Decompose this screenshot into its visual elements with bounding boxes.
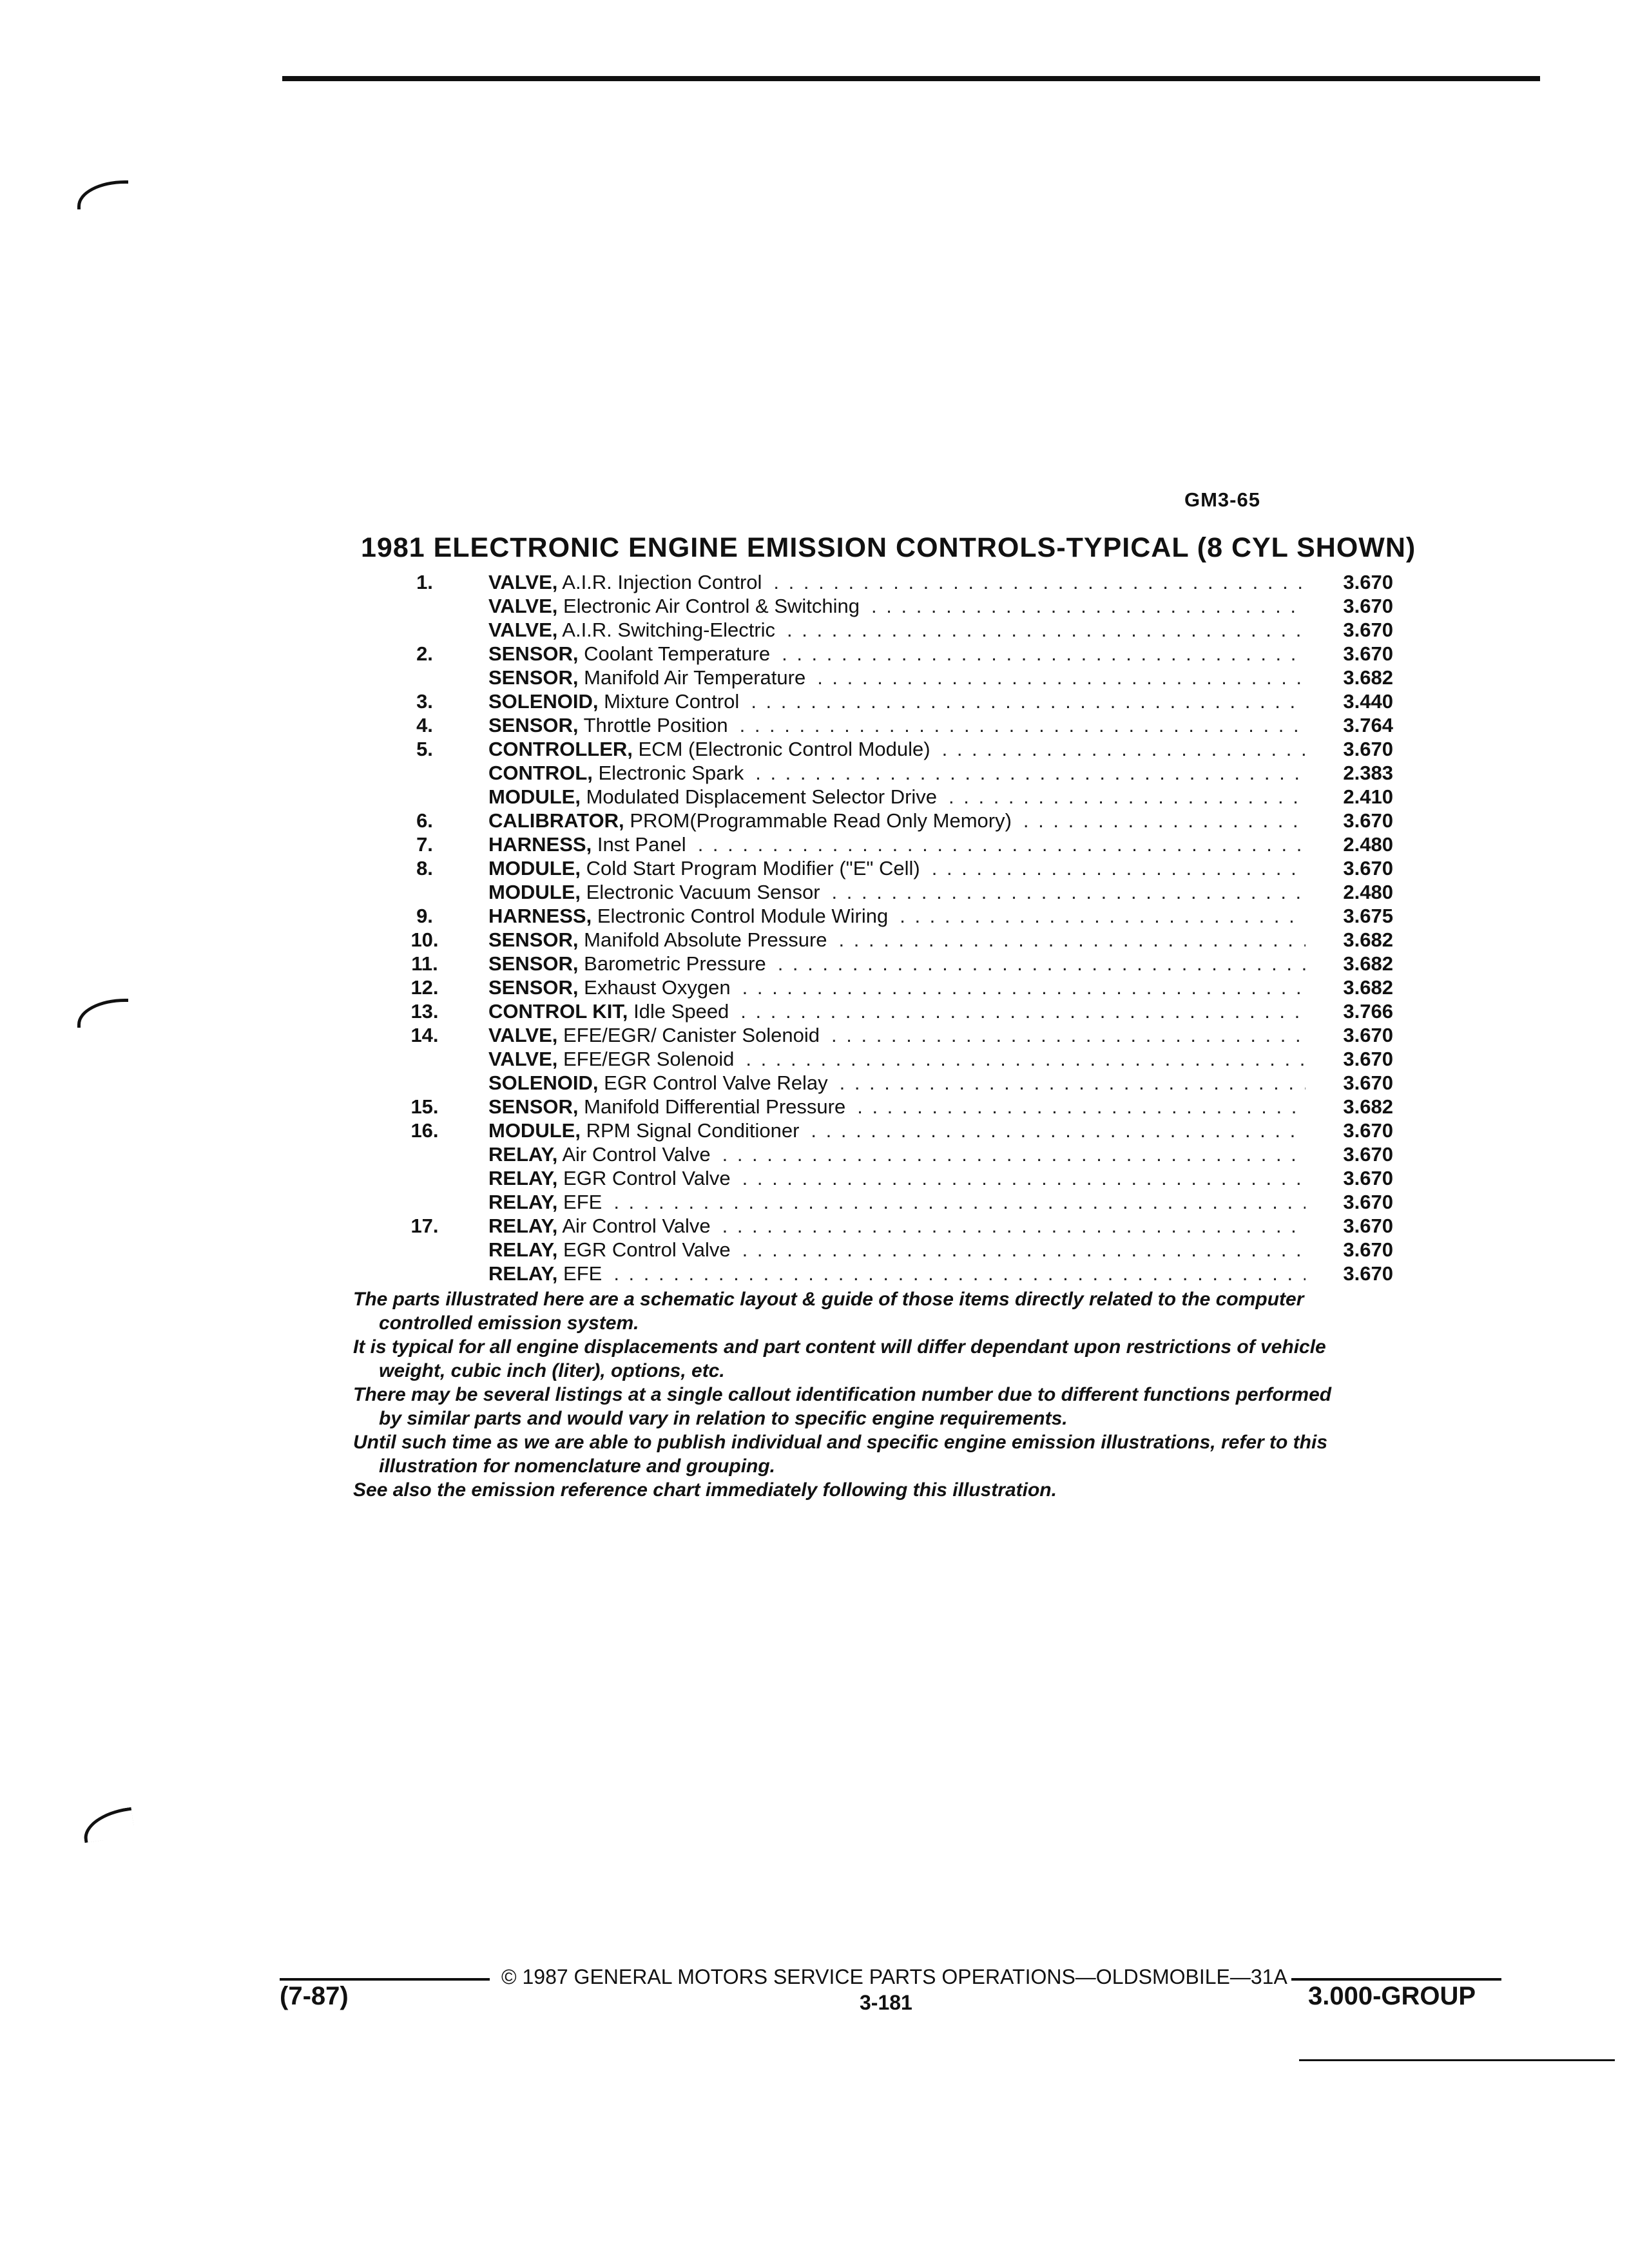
callout-number: 6.	[416, 809, 433, 832]
part-row	[361, 1024, 1393, 1048]
callout-number: 12.	[410, 976, 439, 999]
part-description	[488, 881, 820, 904]
footer-rule-right	[1291, 1978, 1501, 1981]
part-description	[488, 809, 1012, 832]
part-description	[488, 905, 888, 928]
page-code: GM3-65	[1184, 488, 1260, 511]
part-detail: Cold Start Program Modifier ("E" Cell)	[586, 857, 920, 879]
part-name: RELAY,	[488, 1262, 558, 1285]
part-name: CONTROL,	[488, 762, 593, 784]
part-description	[488, 1000, 729, 1023]
part-detail: Electronic Control Module Wiring	[597, 905, 889, 927]
part-description	[488, 976, 731, 999]
part-row	[361, 1215, 1393, 1238]
note-line: illustration for nomenclature and grouping.	[379, 1456, 776, 1477]
part-name: SENSOR,	[488, 642, 579, 665]
part-detail: Air Control Valve	[562, 1143, 711, 1166]
group-number: 3.670	[1343, 1119, 1393, 1142]
part-detail: EFE/EGR/ Canister Solenoid	[563, 1024, 820, 1046]
part-description	[488, 762, 744, 785]
group-number: 3.000-GROUP	[1308, 1982, 1476, 2010]
part-name: SOLENOID,	[488, 690, 599, 713]
part-name: MODULE,	[488, 1119, 581, 1142]
dot-leader	[742, 976, 1306, 999]
dot-leader	[722, 1215, 1306, 1238]
part-row	[361, 833, 1393, 857]
part-detail: EFE	[563, 1262, 602, 1285]
part-description	[488, 738, 930, 761]
part-name: RELAY,	[488, 1191, 558, 1213]
part-row	[361, 952, 1393, 976]
part-description	[488, 1262, 602, 1285]
part-row	[361, 595, 1393, 619]
dot-leader	[751, 690, 1306, 713]
note-line: controlled emission system.	[379, 1312, 639, 1334]
callout-number: 5.	[416, 738, 433, 760]
part-detail: Manifold Absolute Pressure	[584, 928, 827, 951]
top-rule	[282, 76, 1540, 81]
part-name: RELAY,	[488, 1215, 558, 1237]
group-number: 3.675	[1343, 905, 1393, 927]
dot-leader	[782, 642, 1306, 666]
dot-leader	[900, 905, 1306, 928]
part-name: SOLENOID,	[488, 1072, 599, 1094]
part-row	[361, 690, 1393, 714]
part-description	[488, 1143, 711, 1166]
part-name: SENSOR,	[488, 666, 579, 689]
part-description	[488, 571, 762, 594]
group-number: 3.670	[1343, 1143, 1393, 1166]
part-detail: EGR Control Valve	[563, 1238, 731, 1261]
binder-mark-bottom	[81, 1807, 135, 1843]
part-detail: Electronic Vacuum Sensor	[586, 881, 820, 903]
part-name: CONTROLLER,	[488, 738, 633, 760]
dot-leader	[778, 952, 1306, 975]
note-paragraph	[353, 1430, 1500, 1478]
note-paragraph	[353, 1287, 1500, 1335]
part-row	[361, 857, 1393, 881]
callout-number: 9.	[416, 905, 433, 927]
group-number: 3.670	[1343, 619, 1393, 641]
callout-number: 2.	[416, 642, 433, 665]
group-number: 3.670	[1343, 1262, 1393, 1285]
callout-number: 10.	[410, 928, 439, 951]
note-line: weight, cubic inch (liter), options, etc.	[379, 1360, 725, 1381]
parts-list	[361, 571, 1393, 1286]
group-number: 2.383	[1343, 762, 1393, 784]
part-description	[488, 1095, 845, 1119]
part-detail: ECM (Electronic Control Module)	[638, 738, 930, 760]
bottom-edge-rule	[1299, 2059, 1615, 2061]
part-detail: Exhaust Oxygen	[584, 976, 731, 999]
part-name: CALIBRATOR,	[488, 809, 624, 832]
callout-number: 4.	[416, 714, 433, 736]
part-row	[361, 571, 1393, 595]
group-number: 3.670	[1343, 809, 1393, 832]
group-number: 3.682	[1343, 1095, 1393, 1118]
part-name: MODULE,	[488, 785, 581, 808]
part-detail: EFE/EGR Solenoid	[563, 1048, 735, 1070]
group-number: 3.670	[1343, 571, 1393, 593]
part-detail: EGR Control Valve Relay	[604, 1072, 828, 1094]
part-row	[361, 762, 1393, 785]
dot-leader	[613, 1191, 1306, 1214]
binder-mark-middle	[77, 999, 128, 1028]
group-number: 3.670	[1343, 857, 1393, 879]
callout-number: 11.	[411, 952, 438, 975]
callout-number: 14.	[410, 1024, 439, 1046]
part-name: HARNESS,	[488, 833, 592, 856]
dot-leader	[787, 619, 1306, 642]
group-number: 3.670	[1343, 642, 1393, 665]
part-detail: Throttle Position	[583, 714, 728, 736]
callout-number: 16.	[410, 1119, 439, 1142]
part-description	[488, 1119, 799, 1142]
dot-leader	[932, 857, 1306, 880]
note-line: by similar parts and would vary in relation to specific engine requirements.	[379, 1408, 1068, 1429]
part-name: MODULE,	[488, 881, 581, 903]
part-description	[488, 1238, 731, 1262]
callout-number: 13.	[410, 1000, 439, 1023]
group-number: 3.682	[1343, 952, 1393, 975]
part-row	[361, 809, 1393, 833]
part-description	[488, 857, 920, 880]
dot-leader	[871, 595, 1306, 618]
part-name: SENSOR,	[488, 714, 579, 736]
dot-leader	[839, 928, 1306, 952]
part-description	[488, 1072, 828, 1095]
part-row	[361, 1238, 1393, 1262]
part-detail: Air Control Valve	[562, 1215, 711, 1237]
part-detail: Coolant Temperature	[584, 642, 771, 665]
part-name: SENSOR,	[488, 928, 579, 951]
dot-leader	[742, 1167, 1306, 1190]
group-number: 3.682	[1343, 928, 1393, 951]
part-row	[361, 785, 1393, 809]
revision-date: (7-87)	[280, 1982, 349, 2010]
part-detail: Electronic Air Control & Switching	[563, 595, 860, 617]
part-row	[361, 1048, 1393, 1072]
part-detail: A.I.R. Injection Control	[562, 571, 762, 593]
part-name: VALVE,	[488, 1024, 558, 1046]
part-row	[361, 1143, 1393, 1167]
part-detail: Barometric Pressure	[584, 952, 766, 975]
part-name: MODULE,	[488, 857, 581, 879]
page-number: 3-181	[860, 1991, 912, 2014]
page-title: 1981 ELECTRONIC ENGINE EMISSION CONTROLS-TYPICAL (8 CYL SHOWN)	[361, 532, 1416, 563]
part-detail: Mixture Control	[604, 690, 740, 713]
part-description	[488, 714, 728, 737]
group-number: 3.670	[1343, 1238, 1393, 1261]
part-detail: Manifold Differential Pressure	[584, 1095, 846, 1118]
part-name: RELAY,	[488, 1238, 558, 1261]
part-description	[488, 952, 766, 975]
part-name: CONTROL KIT,	[488, 1000, 628, 1023]
dot-leader	[698, 833, 1306, 856]
part-description	[488, 785, 937, 809]
group-number: 3.670	[1343, 595, 1393, 617]
group-number: 2.410	[1343, 785, 1393, 808]
part-row	[361, 642, 1393, 666]
part-description	[488, 642, 770, 666]
part-detail: EGR Control Valve	[563, 1167, 731, 1189]
part-detail: EFE	[563, 1191, 602, 1213]
part-row	[361, 1167, 1393, 1191]
part-name: SENSOR,	[488, 952, 579, 975]
part-row	[361, 1072, 1393, 1095]
note-paragraph	[353, 1478, 1500, 1502]
part-detail: Modulated Displacement Selector Drive	[586, 785, 938, 808]
dot-leader	[942, 738, 1306, 761]
group-number: 3.764	[1343, 714, 1393, 736]
dot-leader	[949, 785, 1306, 809]
part-row	[361, 619, 1393, 642]
part-name: HARNESS,	[488, 905, 592, 927]
group-number: 3.766	[1343, 1000, 1393, 1023]
part-detail: Manifold Air Temperature	[584, 666, 806, 689]
part-detail: Electronic Spark	[598, 762, 744, 784]
part-row	[361, 1191, 1393, 1215]
notes	[353, 1287, 1500, 1502]
part-name: SENSOR,	[488, 1095, 579, 1118]
group-number: 3.670	[1343, 738, 1393, 760]
part-row	[361, 905, 1393, 928]
note-line: There may be several listings at a single callout identification number due to different functions performed	[353, 1384, 1332, 1405]
group-number: 3.682	[1343, 976, 1393, 999]
part-description	[488, 833, 686, 856]
part-name: VALVE,	[488, 619, 558, 641]
note-line: The parts illustrated here are a schematic layout & guide of those items directly related to the computer	[353, 1289, 1304, 1310]
part-description	[488, 1215, 711, 1238]
note-line: See also the emission reference chart immediately following this illustration.	[353, 1479, 1057, 1501]
part-name: VALVE,	[488, 1048, 558, 1070]
part-row	[361, 928, 1393, 952]
callout-number: 7.	[416, 833, 433, 856]
part-detail: PROM(Programmable Read Only Memory)	[630, 809, 1012, 832]
note-line: It is typical for all engine displacements and part content will differ dependant upon restrictions of vehicle	[353, 1336, 1326, 1358]
part-description	[488, 1191, 602, 1214]
dot-leader	[817, 666, 1306, 689]
part-detail: RPM Signal Conditioner	[586, 1119, 800, 1142]
part-description	[488, 619, 775, 642]
part-detail: A.I.R. Switching-Electric	[562, 619, 776, 641]
dot-leader	[740, 1000, 1306, 1023]
part-description	[488, 1048, 734, 1071]
dot-leader	[773, 571, 1306, 594]
part-name: RELAY,	[488, 1143, 558, 1166]
dot-leader	[722, 1143, 1306, 1166]
part-row	[361, 881, 1393, 905]
part-row	[361, 1262, 1393, 1286]
group-number: 3.670	[1343, 1167, 1393, 1189]
part-row	[361, 714, 1393, 738]
part-description	[488, 595, 860, 618]
part-name: VALVE,	[488, 595, 558, 617]
group-number: 3.440	[1343, 690, 1393, 713]
dot-leader	[857, 1095, 1306, 1119]
part-name: RELAY,	[488, 1167, 558, 1189]
part-detail: Inst Panel	[597, 833, 686, 856]
callout-number: 8.	[416, 857, 433, 879]
part-row	[361, 976, 1393, 1000]
part-description	[488, 928, 827, 952]
part-row	[361, 1000, 1393, 1024]
part-name: SENSOR,	[488, 976, 579, 999]
callout-number: 3.	[416, 690, 433, 713]
dot-leader	[831, 1024, 1306, 1047]
dot-leader	[742, 1238, 1306, 1262]
part-detail: Idle Speed	[633, 1000, 729, 1023]
callout-number: 15.	[410, 1095, 439, 1118]
part-row	[361, 1119, 1393, 1143]
note-paragraph	[353, 1335, 1500, 1383]
note-paragraph	[353, 1383, 1500, 1430]
part-name: VALVE,	[488, 571, 558, 593]
part-description	[488, 690, 739, 713]
part-description	[488, 666, 805, 689]
dot-leader	[746, 1048, 1306, 1071]
group-number: 3.670	[1343, 1024, 1393, 1046]
footer-rule-left	[280, 1978, 490, 1981]
group-number: 3.670	[1343, 1072, 1393, 1094]
dot-leader	[1023, 809, 1306, 832]
group-number: 3.682	[1343, 666, 1393, 689]
part-description	[488, 1024, 820, 1047]
dot-leader	[832, 881, 1306, 904]
dot-leader	[755, 762, 1306, 785]
group-number: 3.670	[1343, 1048, 1393, 1070]
binder-mark-top	[77, 180, 128, 209]
dot-leader	[811, 1119, 1306, 1142]
part-row	[361, 738, 1393, 762]
callout-number: 1.	[416, 571, 433, 593]
part-row	[361, 1095, 1393, 1119]
part-description	[488, 1167, 731, 1190]
callout-number: 17.	[410, 1215, 439, 1237]
note-line: Until such time as we are able to publish individual and specific engine emission illustrations, refer to this	[353, 1432, 1327, 1453]
dot-leader	[740, 714, 1306, 737]
group-number: 2.480	[1343, 833, 1393, 856]
group-number: 3.670	[1343, 1215, 1393, 1237]
part-row	[361, 666, 1393, 690]
copyright: © 1987 GENERAL MOTORS SERVICE PARTS OPERATIONS—OLDSMOBILE—31A	[501, 1965, 1287, 1988]
dot-leader	[613, 1262, 1306, 1285]
group-number: 2.480	[1343, 881, 1393, 903]
group-number: 3.670	[1343, 1191, 1393, 1213]
dot-leader	[840, 1072, 1306, 1095]
